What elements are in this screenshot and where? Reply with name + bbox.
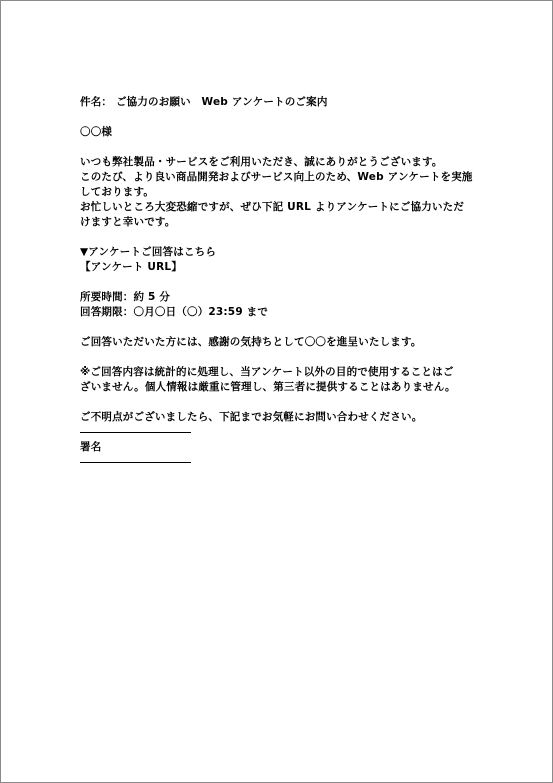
signature-divider-top: [80, 432, 191, 433]
signature-divider-bottom: [80, 462, 191, 463]
recipient-line: 〇〇様: [80, 126, 113, 138]
contact-line: ご不明点がございましたら、下記までお気軽にお問い合わせください。: [80, 411, 423, 423]
signature-label: 署名: [80, 441, 102, 453]
spacer: [80, 320, 480, 335]
survey-url[interactable]: 【アンケート URL】: [80, 261, 183, 273]
privacy-line: ※ご回答内容は統計的に処理し、当アンケート以外の目的で使用することはご: [80, 366, 454, 378]
spacer: [80, 140, 480, 155]
intro-line: お忙しいところ大変恐縮ですが、ぜひ下記 URL よりアンケートにご協力いただ: [80, 201, 465, 213]
spacer: [80, 395, 480, 410]
spacer: [80, 230, 480, 245]
intro-line: けますと幸いです。: [80, 216, 176, 228]
spacer: [80, 110, 480, 125]
email-body: [80, 95, 480, 470]
subject-line: 件名： ご協力のお願い Web アンケートのご案内: [80, 96, 328, 108]
reward-line: ご回答いただいた方には、感謝の気持ちとして〇〇を進呈いたします。: [80, 336, 422, 348]
intro-line: このたび、より良い商品開発およびサービス向上のため、Web アンケートを実施: [80, 171, 473, 183]
spacer: [80, 350, 480, 365]
deadline-line: 回答期限：〇月〇日（〇）23:59 まで: [80, 306, 269, 318]
duration-line: 所要時間：約 5 分: [80, 291, 171, 303]
intro-line: しております。: [80, 186, 155, 198]
intro-line: いつも弊社製品・サービスをご利用いただき、誠にありがとうございます。: [80, 156, 443, 168]
spacer: [80, 275, 480, 290]
privacy-line: ざいません。個人情報は厳重に管理し、第三者に提供することはありません。: [80, 381, 456, 393]
survey-heading: ▼アンケートご回答はこちら: [80, 246, 217, 258]
